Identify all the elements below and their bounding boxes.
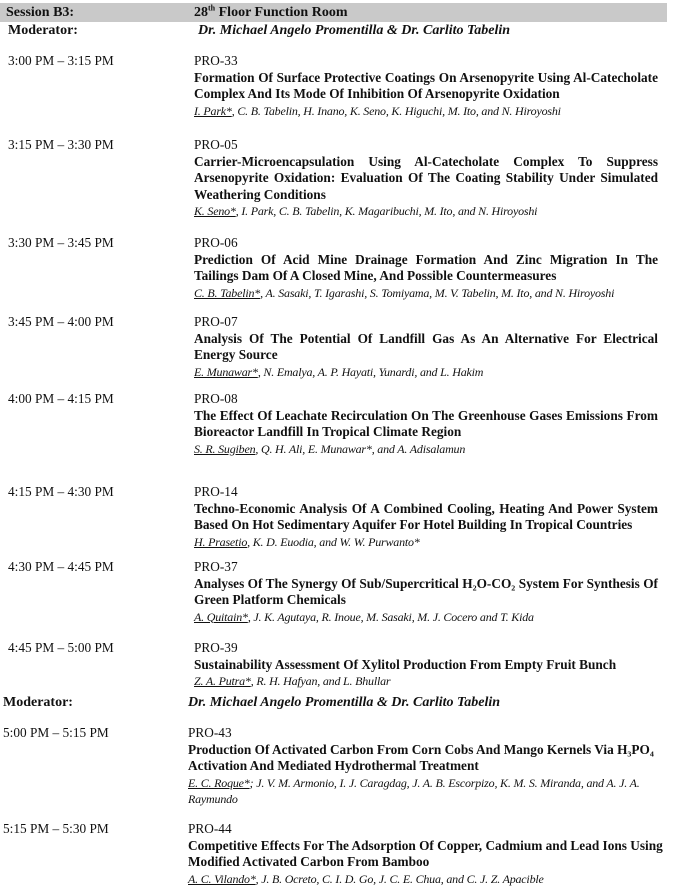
time-slot: 4:15 PM – 4:30 PM bbox=[8, 484, 114, 499]
paper bbox=[194, 314, 658, 380]
paper-code: PRO-14 bbox=[194, 484, 238, 499]
co-authors: , Q. H. Ali, E. Munawar*, and A. Adisalamun bbox=[255, 441, 466, 456]
paper-title: The Effect Of Leachate Recirculation On The Greenhouse Gases Emissions From Bioreactor Landfill In Tropical Climate Region bbox=[194, 407, 658, 439]
paper-code: PRO-33 bbox=[194, 53, 238, 68]
room-name: Floor Function Room bbox=[215, 5, 348, 20]
paper-code: PRO-06 bbox=[194, 235, 238, 250]
paper bbox=[194, 559, 658, 625]
paper-title: Analysis Of The Potential Of Landfill Gas As An Alternative For Electrical Energy Source bbox=[194, 330, 658, 362]
moderator-names: Dr. Michael Angelo Promentilla & Dr. Carlito Tabelin bbox=[198, 23, 511, 38]
session-label: Session B3: bbox=[6, 5, 75, 20]
paper-title: Prediction Of Acid Mine Drainage Formation And Zinc Migration In The Tailings Dam Of A Closed Mine, And Possible Countermeasures bbox=[194, 251, 658, 283]
paper bbox=[194, 391, 658, 457]
session-header bbox=[0, 3, 667, 22]
paper-title: Carrier-Microencapsulation Using Al-Catecholate Complex To Suppress Arsenopyrite Oxidation: Evaluation Of The Coating Stability Under Simulated Weathering Conditions bbox=[194, 153, 658, 202]
presenting-author: A. C. Vilando* bbox=[188, 871, 256, 886]
paper-code: PRO-39 bbox=[194, 640, 238, 655]
presenting-author: C. B. Tabelin* bbox=[194, 285, 261, 300]
paper-title: Production Of Activated Carbon From Corn Cobs And Mango Kernels Via H₃PO₄ Activation And Mediated Hydrothermal Treatment bbox=[188, 741, 654, 773]
paper-code: PRO-07 bbox=[194, 314, 238, 329]
paper-authors bbox=[194, 441, 658, 458]
time-slot: 3:15 PM – 3:30 PM bbox=[8, 137, 114, 152]
paper bbox=[188, 725, 668, 808]
paper-authors bbox=[194, 103, 658, 120]
paper-code: PRO-08 bbox=[194, 391, 238, 406]
time-slot: 4:45 PM – 5:00 PM bbox=[8, 640, 114, 655]
paper-authors bbox=[194, 673, 658, 690]
moderator-label: Moderator: bbox=[3, 695, 73, 710]
presenting-author: S. R. Sugiben bbox=[194, 441, 256, 456]
paper-title: Techno-Economic Analysis Of A Combined Cooling, Heating And Power System Based On Hot Sedimentary Aquifer For Hotel Building In Tropical Countries bbox=[194, 500, 658, 532]
paper-title: Formation Of Surface Protective Coatings On Arsenopyrite Using Al-Catecholate Complex And Its Mode Of Inhibition Of Arsenopyrite Oxidation bbox=[194, 69, 658, 101]
paper bbox=[194, 235, 658, 301]
paper-title: Sustainability Assessment Of Xylitol Production From Empty Fruit Bunch bbox=[194, 656, 617, 672]
paper bbox=[194, 640, 658, 690]
room-floor: 28 bbox=[194, 5, 208, 20]
session-room bbox=[194, 3, 347, 22]
paper-title: Analyses Of The Synergy Of Sub/Supercritical H₂O-CO₂ System For Synthesis Of Green Platform Chemicals bbox=[194, 575, 658, 607]
paper-authors bbox=[194, 203, 658, 220]
paper-authors bbox=[188, 871, 668, 888]
paper-code: PRO-05 bbox=[194, 137, 238, 152]
paper-authors bbox=[194, 364, 658, 381]
presenting-author: K. Seno* bbox=[194, 204, 236, 218]
paper-authors bbox=[194, 609, 658, 626]
time-slot: 3:30 PM – 3:45 PM bbox=[8, 235, 114, 250]
time-slot: 4:30 PM – 4:45 PM bbox=[8, 559, 114, 574]
presenting-author: Z. A. Putra* bbox=[194, 674, 251, 688]
presenting-author: I. Park* bbox=[194, 103, 232, 118]
paper-authors bbox=[188, 775, 668, 808]
co-authors: , I. Park, C. B. Tabelin, K. Magaribuchi, M. Ito, and N. Hiroyoshi bbox=[235, 204, 538, 218]
time-slot: 5:00 PM – 5:15 PM bbox=[3, 725, 109, 740]
room-floor-suffix: th bbox=[208, 3, 216, 13]
paper bbox=[194, 484, 658, 550]
co-authors: , J. B. Ocreto, C. I. D. Go, J. C. E. Chua, and C. J. Z. Apacible bbox=[255, 871, 544, 886]
paper-authors bbox=[194, 534, 658, 551]
paper-code: PRO-37 bbox=[194, 559, 238, 574]
time-slot: 5:15 PM – 5:30 PM bbox=[3, 821, 109, 836]
paper bbox=[194, 137, 658, 220]
presenting-author: E. C. Roque* bbox=[188, 775, 250, 790]
presenting-author: A. Quitain* bbox=[194, 609, 248, 624]
co-authors: , C. B. Tabelin, H. Inano, K. Seno, K. Higuchi, M. Ito, and N. Hiroyoshi bbox=[231, 103, 561, 118]
co-authors: , N. Emalya, A. P. Hayati, Yunardi, and L. Hakim bbox=[257, 364, 484, 379]
paper bbox=[194, 53, 658, 119]
paper-authors bbox=[194, 285, 658, 302]
time-slot: 4:00 PM – 4:15 PM bbox=[8, 391, 114, 406]
time-slot: 3:45 PM – 4:00 PM bbox=[8, 314, 114, 329]
paper bbox=[188, 821, 668, 887]
paper-code: PRO-44 bbox=[188, 821, 232, 836]
moderator-label: Moderator: bbox=[8, 23, 78, 38]
co-authors: , A. Sasaki, T. Igarashi, S. Tomiyama, M. V. Tabelin, M. Ito, and N. Hiroyoshi bbox=[260, 285, 615, 300]
presenting-author: H. Prasetio bbox=[194, 534, 248, 549]
presenting-author: E. Munawar* bbox=[194, 364, 258, 379]
co-authors: ; J. V. M. Armonio, I. J. Caragdag, J. A. B. Escorpizo, K. M. S. Miranda, and A. J. A. Raymundo bbox=[188, 775, 640, 806]
co-authors: , J. K. Agutaya, R. Inoue, M. Sasaki, M. J. Cocero and T. Kida bbox=[247, 609, 534, 624]
paper-title: Competitive Effects For The Adsorption Of Copper, Cadmium and Lead Ions Using Modified Activated Carbon From Bamboo bbox=[188, 837, 663, 869]
paper-code: PRO-43 bbox=[188, 725, 232, 740]
time-slot: 3:00 PM – 3:15 PM bbox=[8, 53, 114, 68]
co-authors: , R. H. Hafyan, and L. Bhullar bbox=[250, 674, 391, 688]
co-authors: , K. D. Euodia, and W. W. Purwanto* bbox=[247, 534, 420, 549]
moderator-names: Dr. Michael Angelo Promentilla & Dr. Carlito Tabelin bbox=[188, 695, 501, 710]
